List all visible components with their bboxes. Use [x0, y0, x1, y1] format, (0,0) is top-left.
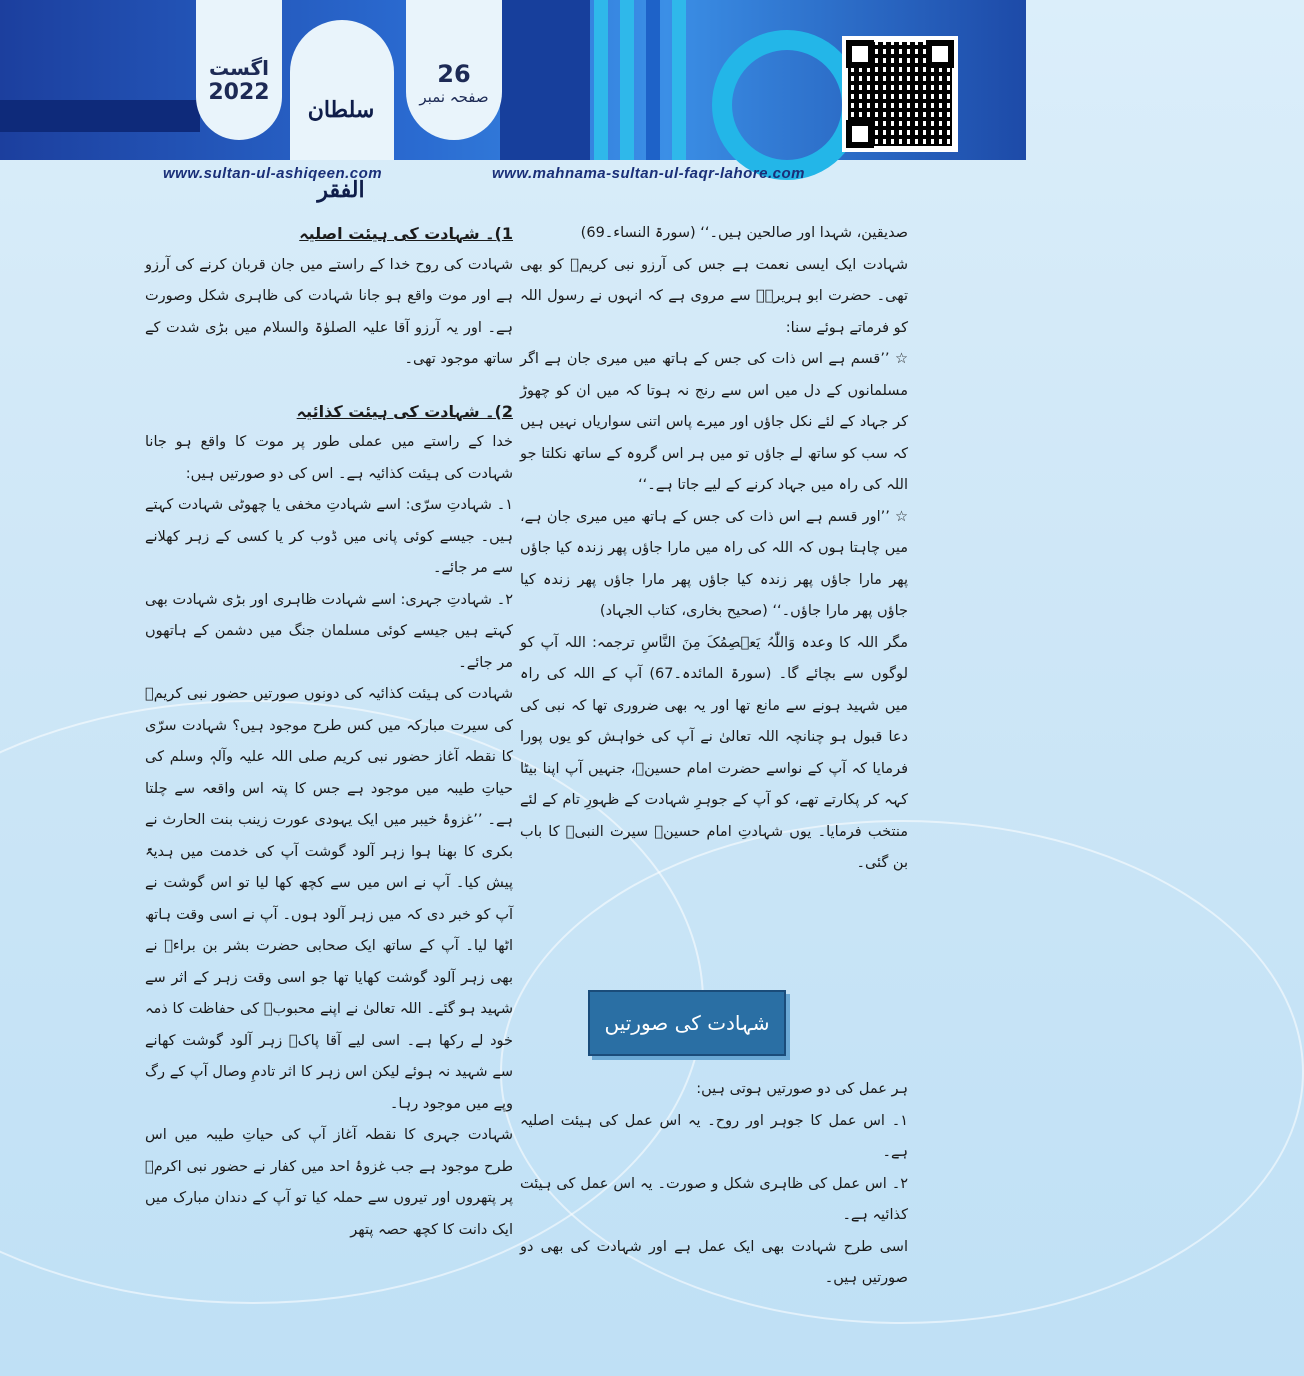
paragraph: صدیقین، شہدا اور صالحین ہیں۔‘‘ (سورۃ النساء۔69)	[580, 225, 908, 241]
page-number-box	[408, 60, 500, 106]
magazine-logo: سلطان الفقر	[307, 97, 375, 203]
paragraph: ۱۔ شہادتِ سرّی: اسے شہادتِ مخفی یا چھوٹی شہادت کہتے ہیں۔ جیسے کوئی پانی میں ڈوب کر یا کسی کے زہر کھلانے سے مر جائے۔	[145, 497, 513, 576]
header-stripe	[0, 100, 200, 132]
paragraph: ☆ ’’اور قسم ہے اس ذات کی جس کے ہاتھ میں میری جان ہے، میں چاہتا ہوں کہ اللہ کی راہ میں مارا جاؤں پھر زندہ کیا جاؤں پھر مارا جاؤں پھر زندہ کیا جاؤں پھر مارا جاؤں پھر زندہ کیا جاؤں پھر مارا جاؤں۔‘‘ (صحیح بخاری، کتاب الجہاد)	[520, 508, 908, 619]
qr-corner	[846, 120, 874, 148]
header-bar	[594, 0, 608, 160]
right-column-lower	[520, 1074, 908, 1314]
paragraph: ۱۔ اس عمل کا جوہر اور روح۔ یہ اس عمل کی ہیئت اصلیہ ہے۔	[520, 1112, 908, 1160]
page-number: 26	[437, 60, 471, 88]
issue-month: اگست	[208, 56, 269, 80]
paragraph: شہادت جہری کا نقطہ آغاز آپ کی حیاتِ طیبہ میں اس طرح موجود ہے جب غزوۂ احد میں کفار نے حضور نبی اکرمؐ پر پتھروں اور تیروں سے حملہ کیا تو آپ کے دندان مبارک میں ایک دانت کا کچھ حصہ پتھر	[145, 1127, 513, 1238]
paragraph: ۲۔ اس عمل کی ظاہری شکل و صورت۔ یہ اس عمل کی ہیئت کذائیہ ہے۔	[520, 1175, 908, 1223]
qr-corner	[926, 40, 954, 68]
paragraph: ۲۔ شہادتِ جہری: اسے شہادت ظاہری اور بڑی شہادت بھی کہتے ہیں جیسے کوئی مسلمان جنگ میں دشمن کے ہاتھوں مر جائے۔	[145, 591, 513, 671]
issue-date	[196, 56, 282, 105]
paragraph: شہادت کی ہیئت کذائیہ کی دونوں صورتیں حضور نبی کریمؐ کی سیرت مبارکہ میں کس طرح موجود ہیں؟ شہادت سرّی کا نقطہ آغاز حضور نبی کریم صلی اللہ علیہ وآلہٖ وسلم کی حیاتِ طیبہ میں موجود ہے جس کا پتہ اس واقعہ سے چلتا ہے۔ ’’غزوۂ خیبر میں ایک یہودی عورت زینب بنت الحارث نے بکری کا بھنا ہوا زہر آلود گوشت آپ کی خدمت میں ہدیۃً پیش کیا۔ آپ نے اس میں سے کچھ کھا لیا تو اس گوشت نے آپ کو خبر دی کہ میں زہر آلود ہوں۔ آپ نے اسی وقت ہاتھ اٹھا لیا۔ آپ کے ساتھ ایک صحابی حضرت بشر بن براءؓ نے بھی زہر آلود گوشت کھایا تھا جو اسی وقت زہر کے اثر سے شہید ہو گئے۔ اللہ تعالیٰ نے اپنے محبوبؐ کی حفاظت کا ذمہ خود لے رکھا ہے۔ اسی لیے آقا پاکؐ زہر آلود گوشت کھانے سے شہید نہ ہوئے لیکن اس زہر کا اثر تادمِ وصال آپ کے رگ وپے میں موجود رہا۔	[145, 686, 513, 1112]
page-label: صفحہ نمبر	[419, 88, 489, 106]
left-column	[145, 218, 513, 1318]
header-ring	[712, 30, 862, 180]
section-heading: 1)۔ شہادت کی ہیئت اصلیہ	[299, 224, 513, 243]
paragraph: اسی طرح شہادت بھی ایک عمل ہے اور شہادت کی بھی دو صورتیں ہیں۔	[520, 1238, 908, 1286]
header-bar	[672, 0, 686, 160]
paragraph: شہادت ایک ایسی نعمت ہے جس کی آرزو نبی کریمؐ کو بھی تھی۔ حضرت ابو ہریرہؓ سے مروی ہے کہ انہوں نے رسول اللہ کو فرماتے ہوئے سنا:	[520, 256, 908, 336]
right-column	[520, 218, 908, 978]
header-bar	[646, 0, 660, 160]
paragraph: مگر اللہ کا وعدہ وَاللّٰہُ یَعۡصِمُکَ مِنَ النَّاسِ ترجمہ: اللہ آپ کو لوگوں سے بچائے گا۔ (سورۃ المائدہ۔67) آپ کے اللہ کی راہ میں شہید ہونے سے مانع تھا اور یہ بھی ضروری تھا کہ نبی کی دعا قبول ہو چنانچہ اللہ تعالیٰ نے آپ کی خواہش کو یوں پورا فرمایا کہ آپ کے نواسے حضرت امام حسینؓ، جنہیں آپ اپنا بیٹا کہہ کر پکارتے تھے، کو آپ کے جوہرِ شہادت کے ظہورِ تام کے لئے منتخب فرمایا۔ یوں شہادتِ امام حسینؓ سیرت النبیؐ کا باب بن گئی۔	[520, 634, 908, 871]
url-right[interactable]: www.mahnama-sultan-ul-faqr-lahore.com	[492, 165, 805, 182]
section-title: شہادت کی صورتیں	[588, 990, 786, 1056]
url-left[interactable]: www.sultan-ul-ashiqeen.com	[163, 165, 383, 182]
paragraph: ☆ ’’قسم ہے اس ذات کی جس کے ہاتھ میں میری جان ہے اگر مسلمانوں کے دل میں اس سے رنج نہ ہوتا کہ میں ان کو چھوڑ کر جہاد کے لئے نکل جاؤں اور میرے پاس اتنی سواریاں نہیں ہیں کہ سب کو ساتھ لے جاؤں تو میں ہر اس گروہ کے ساتھ نکلتا جو اللہ کی راہ میں جہاد کرنے کے لیے جاتا ہے۔‘‘	[520, 351, 908, 493]
url-bar	[0, 163, 1026, 187]
header-stripe	[500, 0, 590, 160]
paragraph: شہادت کی روح خدا کے راستے میں جان قربان کرنے کی آرزو ہے اور موت واقع ہو جانا شہادت کی ظاہری شکل وصورت ہے۔ اور یہ آرزو آقا علیہ الصلوٰۃ والسلام میں بڑی شدت کے ساتھ موجود تھی۔	[145, 256, 513, 367]
paragraph: ہر عمل کی دو صورتیں ہوتی ہیں:	[696, 1081, 908, 1097]
section-heading: 2)۔ شہادت کی ہیئت کذائیہ	[296, 401, 513, 421]
issue-year: 2022	[208, 80, 270, 105]
header-bar	[620, 0, 634, 160]
qr-corner	[846, 40, 874, 68]
paragraph: خدا کے راستے میں عملی طور پر موت کا واقع ہو جانا شہادت کی ہیئت کذائیہ ہے۔ اس کی دو صورتیں ہیں:	[145, 434, 513, 482]
qr-code[interactable]	[842, 36, 958, 152]
spacer	[145, 376, 513, 396]
